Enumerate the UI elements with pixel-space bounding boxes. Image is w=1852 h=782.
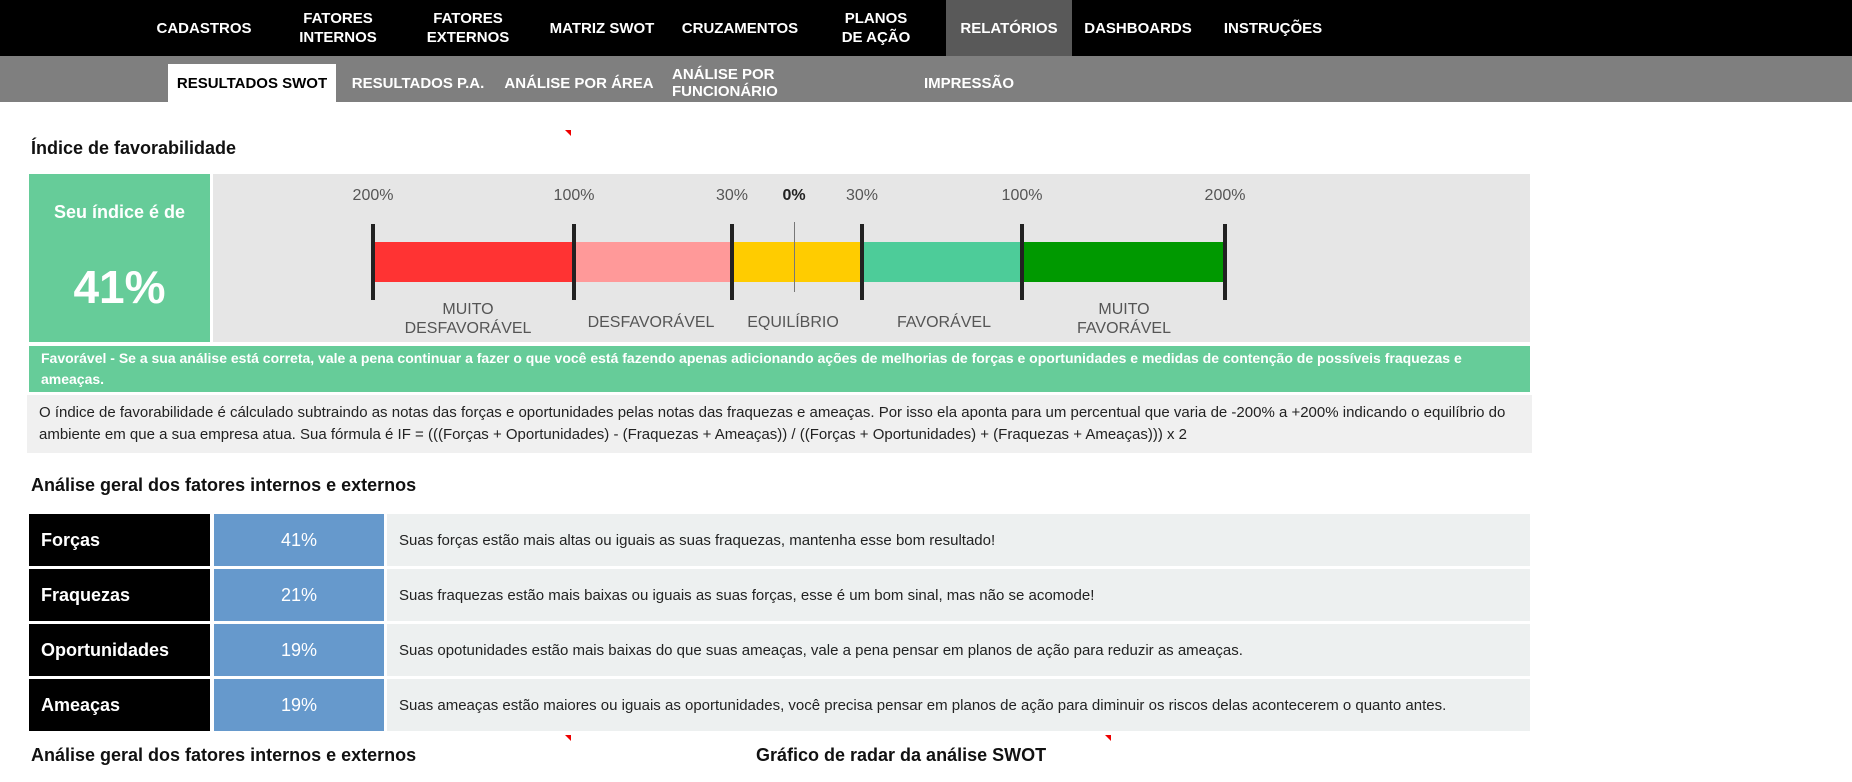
scale-divider xyxy=(860,224,864,300)
factor-message: Suas forças estão mais altas ou iguais as suas fraquezas, mantenha esse bom resultado! xyxy=(387,514,1530,566)
scale-tick: 30% xyxy=(845,187,879,204)
comment-marker xyxy=(565,130,571,136)
zone-label-favoravel: FAVORÁVEL xyxy=(897,314,991,331)
factor-value: 41% xyxy=(214,514,384,566)
scale-tick: 200% xyxy=(352,187,394,204)
factor-value: 21% xyxy=(214,569,384,621)
factor-row-forcas xyxy=(29,514,1530,566)
index-value: 41% xyxy=(73,261,166,313)
nav-matriz-swot[interactable]: MATRIZ SWOT xyxy=(549,19,655,37)
factor-message: Suas ameaças estão maiores ou iguais as oportunidades, você precisa pensar em planos de ação para diminuir os riscos delas acontecerem o quanto antes. xyxy=(387,679,1530,731)
tab-impressao[interactable]: IMPRESSÃO xyxy=(923,74,1014,92)
zone-label-muito-favoravel: MUITO FAVORÁVEL xyxy=(1077,301,1171,337)
bottom-left-title: Análise geral dos fatores internos e externos xyxy=(31,745,417,765)
sub-navigation xyxy=(0,56,1852,102)
top-navigation xyxy=(0,0,1852,56)
factors-title: Análise geral dos fatores internos e externos xyxy=(31,475,417,495)
zone-label-equilibrio: EQUILÍBRIO xyxy=(747,314,839,331)
favorability-description: O índice de favorabilidade é cálculado subtraindo as notas das forças e oportunidades pelas notas das fraquezas e ameaças. Por isso ela aponta para um percentual que varia de -200% a +200% indicando o equilíbrio do ambiente em que a sua empresa atua. Sua fórmula é IF = (((Forças + Oportunidades) - (Fraquezas + Ameaças)) / ((Forças + Oportunidades) + (Fraquezas + Ameaças))) x 2 xyxy=(27,395,1532,453)
nav-planos-de-acao[interactable]: PLANOS DE AÇÃO xyxy=(841,10,911,46)
factor-row-ameacas xyxy=(29,679,1530,731)
factor-name: Oportunidades xyxy=(29,624,210,676)
scale-center-line xyxy=(794,222,795,292)
nav-dashboards[interactable]: DASHBOARDS xyxy=(1084,19,1192,37)
zone-bar-desfavoravel xyxy=(574,242,732,282)
radar-chart-title: Gráfico de radar da análise SWOT xyxy=(756,745,1047,765)
scale-divider xyxy=(1223,224,1227,300)
factor-message: Suas opotunidades estão mais baixas do que suas ameaças, vale a pena pensar em planos de ação para reduzir as ameaças. xyxy=(387,624,1530,676)
factor-name: Ameaças xyxy=(29,679,210,731)
favorability-result: Favorável - Se a sua análise está correta, vale a pena continuar a fazer o que você está fazendo apenas adicionando ações de melhorias de forças e oportunidades e medidas de contenção de possíveis fraquezas e ameaças. xyxy=(29,346,1530,392)
nav-instrucoes[interactable]: INSTRUÇÕES xyxy=(1223,19,1323,37)
favorability-scale xyxy=(213,174,1530,342)
tab-resultados-pa[interactable]: RESULTADOS P.A. xyxy=(351,74,485,92)
zone-bar-equilibrio xyxy=(732,242,862,282)
factor-row-fraquezas xyxy=(29,569,1530,621)
scale-divider xyxy=(371,224,375,300)
favorability-title: Índice de favorabilidade xyxy=(31,138,237,158)
factor-name: Fraquezas xyxy=(29,569,210,621)
tab-resultados-swot[interactable]: RESULTADOS SWOT xyxy=(168,64,336,102)
scale-divider xyxy=(1020,224,1024,300)
scale-tick: 100% xyxy=(1001,187,1043,204)
scale-divider xyxy=(572,224,576,300)
factor-row-oportunidades xyxy=(29,624,1530,676)
scale-tick: 200% xyxy=(1204,187,1246,204)
zone-bar-favoravel xyxy=(862,242,1022,282)
scale-divider xyxy=(730,224,734,300)
factor-value: 19% xyxy=(214,624,384,676)
nav-fatores-externos[interactable]: FATORES EXTERNOS xyxy=(426,10,510,46)
nav-cadastros[interactable]: CADASTROS xyxy=(156,19,252,37)
nav-fatores-internos[interactable]: FATORES INTERNOS xyxy=(299,10,377,46)
scale-tick-zero: 0% xyxy=(782,187,806,204)
zone-label-desfavoravel: DESFAVORÁVEL xyxy=(587,314,715,331)
scale-tick: 100% xyxy=(553,187,595,204)
factor-message: Suas fraquezas estão mais baixas ou iguais as suas forças, esse é um bom sinal, mas não se acomode! xyxy=(387,569,1530,621)
index-box xyxy=(29,174,210,342)
index-label: Seu índice é de xyxy=(53,202,186,222)
comment-marker xyxy=(1105,735,1111,741)
comment-marker xyxy=(565,735,571,741)
nav-cruzamentos[interactable]: CRUZAMENTOS xyxy=(681,19,799,37)
zone-bar-muito-desfavoravel xyxy=(373,242,574,282)
factor-value: 19% xyxy=(214,679,384,731)
factor-name: Forças xyxy=(29,514,210,566)
tab-analise-por-funcionario[interactable]: ANÁLISE POR FUNCIONÁRIO xyxy=(672,66,778,100)
zone-bar-muito-favoravel xyxy=(1022,242,1225,282)
nav-relatorios[interactable]: RELATÓRIOS xyxy=(946,0,1072,56)
tab-analise-por-area[interactable]: ANÁLISE POR ÁREA xyxy=(504,74,654,92)
zone-label-muito-desfavoravel: MUITO DESFAVORÁVEL xyxy=(404,301,532,337)
scale-tick: 30% xyxy=(715,187,749,204)
